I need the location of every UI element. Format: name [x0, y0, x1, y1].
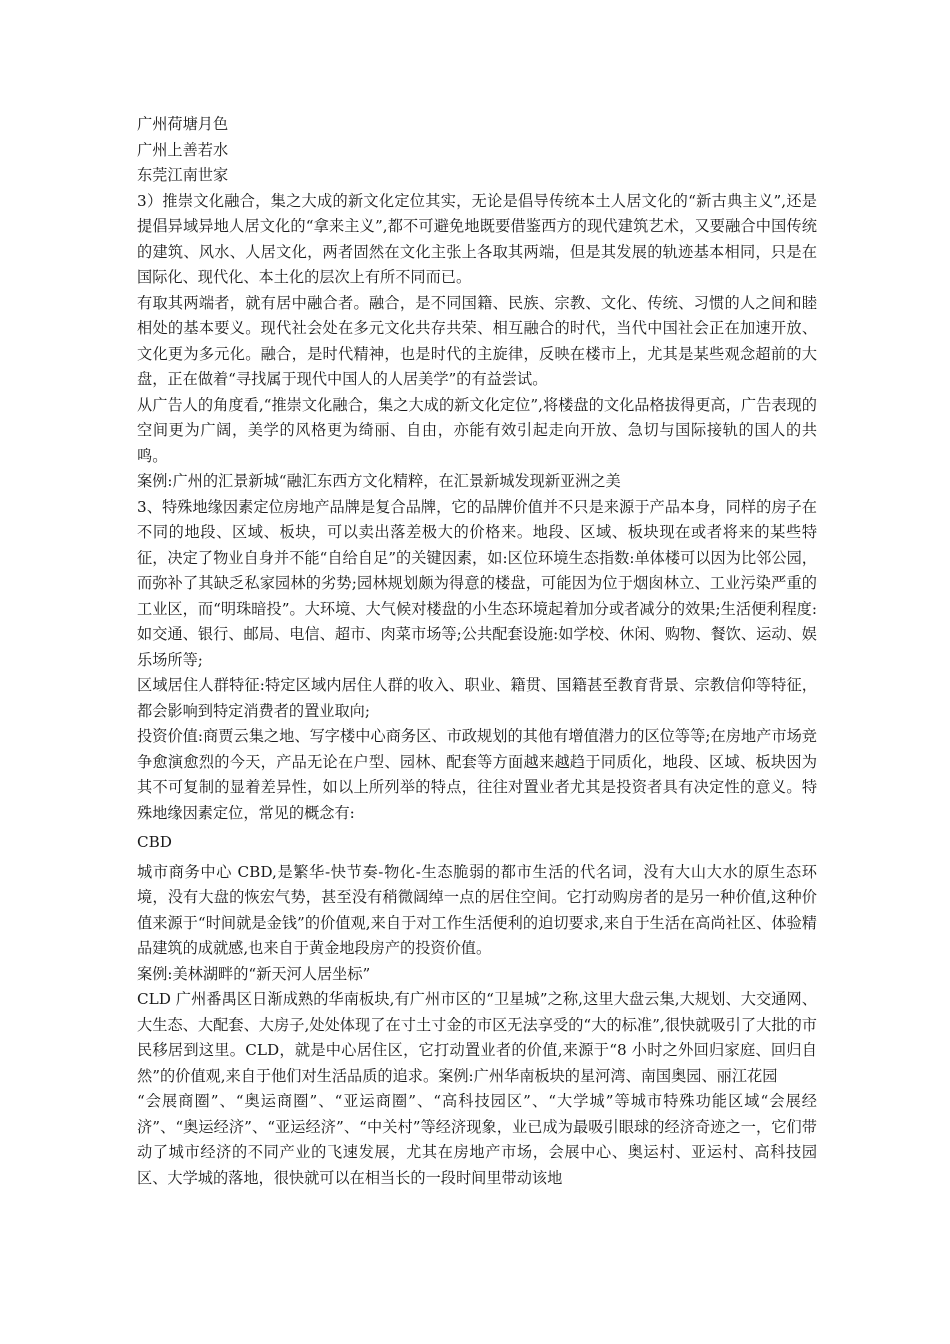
document-page: [137, 112, 817, 1191]
paragraph-resident-traits: 区域居住人群特征:特定区域内居住人群的收入、职业、籍贯、国籍甚至教育背景、宗教信仰等特征，都会影响到特定消费者的置业取向;: [137, 676, 817, 720]
paragraph-geo-factors: 3、特殊地缘因素定位房地产品牌是复合品牌，它的品牌价值并不只是来源于产品本身，同样的房子在不同的地段、区域、板块，可以卖出落差极大的价格来。地段、区域、板块现在或者将来的某些特征，决定了物业自身并不能“自给自足”的关键因素，如:区位环境生态指数:单体楼可以因为比邻公园，而弥补了其缺乏私家园林的劣势;园林规划颇为得意的楼盘，可能因为位于烟囱林立、工业污染严重的工业区，而“明珠暗投”。大环境、大气候对楼盘的小生态环境起着加分或者减分的效果;生活便利程度:如交通、银行、邮局、电信、超市、肉菜市场等;公共配套设施:如学校、休闲、购物、餐饮、运动、娱乐场所等;: [137, 497, 817, 669]
paragraph-culture-fusion: 3）推崇文化融合，集之大成的新文化定位其实，无论是倡导传统本土人居文化的“新古典主义”,还是提倡异域异地人居文化的“拿来主义”,都不可避免地既要借鉴西方的现代建筑艺术，又要融合中国传统的建筑、风水、人居文化，两者固然在文化主张上各取其两端，但是其发展的轨迹基本相同，只是在国际化、现代化、本土化的层次上有所不同而已。: [137, 191, 817, 286]
paragraph-cld-description: CLD 广州番禺区日渐成熟的华南板块,有广州市区的“卫星城”之称,这里大盘云集,大规划、大交通网、大生态、大配套、大房子,处处体现了在寸土寸金的市区无法享受的“大的标准”,很快就吸引了大批的市民移居到这里。CLD，就是中心居住区，它打动置业者的价值,来源于“8 小时之外回归家庭、回归自然”的价值观,来自于他们对生活品质的追求。案例:广州华南板块的星河湾、南国奥园、丽江花园: [137, 990, 817, 1085]
paragraph-case-huijing: 案例:广州的汇景新城“融汇东西方文化精粹，在汇景新城发现新亚洲之美: [137, 472, 621, 490]
paragraph-special-zones: “会展商圈”、“奥运商圈”、“亚运商圈”、“高科技园区”、“大学城”等城市特殊功能区域“会展经济”、“奥运经济”、“亚运经济”、“中关村”等经济现象，业已成为最吸引眼球的经济奇迹之一，它们带动了城市经济的不同产业的飞速发展，尤其在房地产市场，会展中心、奥运村、亚运村、高科技园区、大学城的落地，很快就可以在相当长的一段时间里带动该地: [137, 1092, 817, 1187]
paragraph-project-shangshan: 广州上善若水: [137, 140, 229, 159]
paragraph-investment-value: 投资价值:商贾云集之地、写字楼中心商务区、市政规划的其他有增值潜力的区位等等;在房地产市场竞争愈演愈烈的今天，产品无论在户型、园林、配套等方面越来越趋于同质化，地段、区域、板块因为其不可复制的显着差异性，如以上所列举的特点，往往对置业者尤其是投资者具有决定性的意义。特殊地缘因素定位，常见的概念有:: [137, 727, 817, 822]
paragraph-project-jiangnan: 东莞江南世家: [137, 166, 229, 184]
paragraph-fusion-meaning: 有取其两端者，就有居中融合者。融合，是不同国籍、民族、宗教、文化、传统、习惯的人之间和睦相处的基本要义。现代社会处在多元文化共存共荣、相互融合的时代，当代中国社会正在加速开放、文化更为多元化。融合，是时代精神，也是时代的主旋律，反映在楼市上，尤其是某些观念超前的大盘，正在做着“寻找属于现代中国人的人居美学”的有益尝试。: [137, 293, 817, 388]
paragraph-advertiser-view: 从广告人的角度看,“推崇文化融合，集之大成的新文化定位”,将楼盘的文化品格拔得更高，广告表现的空间更为广阔，美学的风格更为绮丽、自由，亦能有效引起走向开放、急切与国际接轨的国人的共鸣。: [137, 395, 817, 465]
paragraph-project-hetang: 广州荷塘月色: [137, 115, 229, 133]
paragraph-case-meilin: 案例:美林湖畔的“新天河人居坐标”: [137, 964, 371, 983]
heading-cbd: CBD: [137, 833, 172, 851]
paragraph-cbd-description: 城市商务中心 CBD,是繁华-快节奏-物化-生态脆弱的都市生活的代名词，没有大山大水的原生态环境，没有大盘的恢宏气势，甚至没有稍微阔绰一点的居住空间。它打动购房者的是另一种价值,这种价值来源于“时间就是金钱”的价值观,来自于对工作生活便利的迫切要求,来自于生活在高尚社区、体验精品建筑的成就感,也来自于黄金地段房产的投资价值。: [137, 862, 817, 957]
